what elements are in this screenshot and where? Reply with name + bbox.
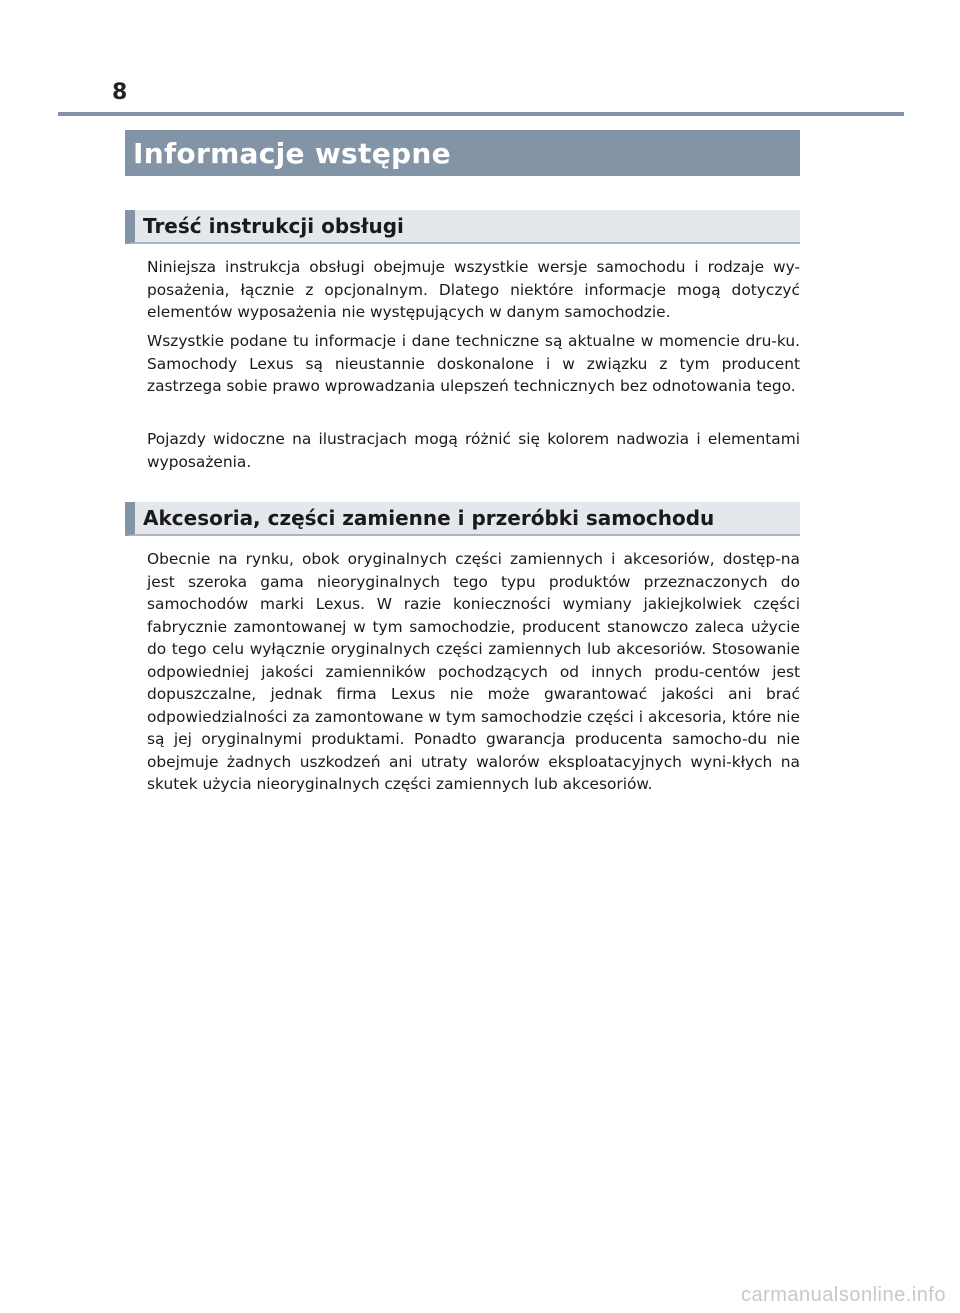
- chapter-title-bar: [125, 130, 800, 176]
- page-number: 8: [112, 80, 128, 105]
- section-title: Treść instrukcji obsługi: [143, 214, 404, 238]
- watermark: carmanualsonline.info: [740, 1284, 946, 1306]
- section-header-accessories: [125, 502, 800, 536]
- paragraph: Niniejsza instrukcja obsługi obejmuje wszystkie wersje samochodu i rodzaje wy-posażenia, łącznie z opcjonalnym. Dlatego niektóre informacje mogą dotyczyć elementów wyposażenia nie występujących w danym samochodzie.: [147, 258, 800, 321]
- paragraph: Pojazdy widoczne na ilustracjach mogą różnić się kolorem nadwozia i elementami wyposażenia.: [147, 430, 800, 471]
- paragraph: Wszystkie podane tu informacje i dane techniczne są aktualne w momencie dru-ku. Samochody Lexus są nieustannie doskonalone i w związku z tym producent zastrzega sobie prawo wprowadzania ulepszeń technicznych bez odnotowania tego.: [147, 332, 800, 395]
- paragraph: Obecnie na rynku, obok oryginalnych części zamiennych i akcesoriów, dostęp-na jest szeroka gama nieoryginalnych tego typu produktów przeznaczonych do samochodów marki Lexus. W razie konieczności wymiany jakiejkolwiek części fabrycznie zamontowanej w tym samochodzie, producent stanowczo zaleca użycie do tego celu wyłącznie oryginalnych części zamiennych lub akcesoriów. Stosowanie odpowiedniej jakości zamienników pochodzących od innych produ-centów jest dopuszczalne, jednak firma Lexus nie może gwarantować jakości ani brać odpowiedzialności za zamontowane w tym samochodzie części i akcesoria, które nie są jej oryginalnymi produktami. Ponadto gwarancja producenta samocho-du nie obejmuje żadnych uszkodzeń ani utraty walorów eksploatacyjnych wyni-kłych na skutek użycia nieoryginalnych części zamiennych lub akcesoriów.: [147, 550, 800, 793]
- top-rule: [58, 112, 904, 116]
- section-header-manual-contents: [125, 210, 800, 244]
- chapter-title: Informacje wstępne: [133, 136, 451, 170]
- section-title: Akcesoria, części zamienne i przeróbki samochodu: [143, 506, 715, 530]
